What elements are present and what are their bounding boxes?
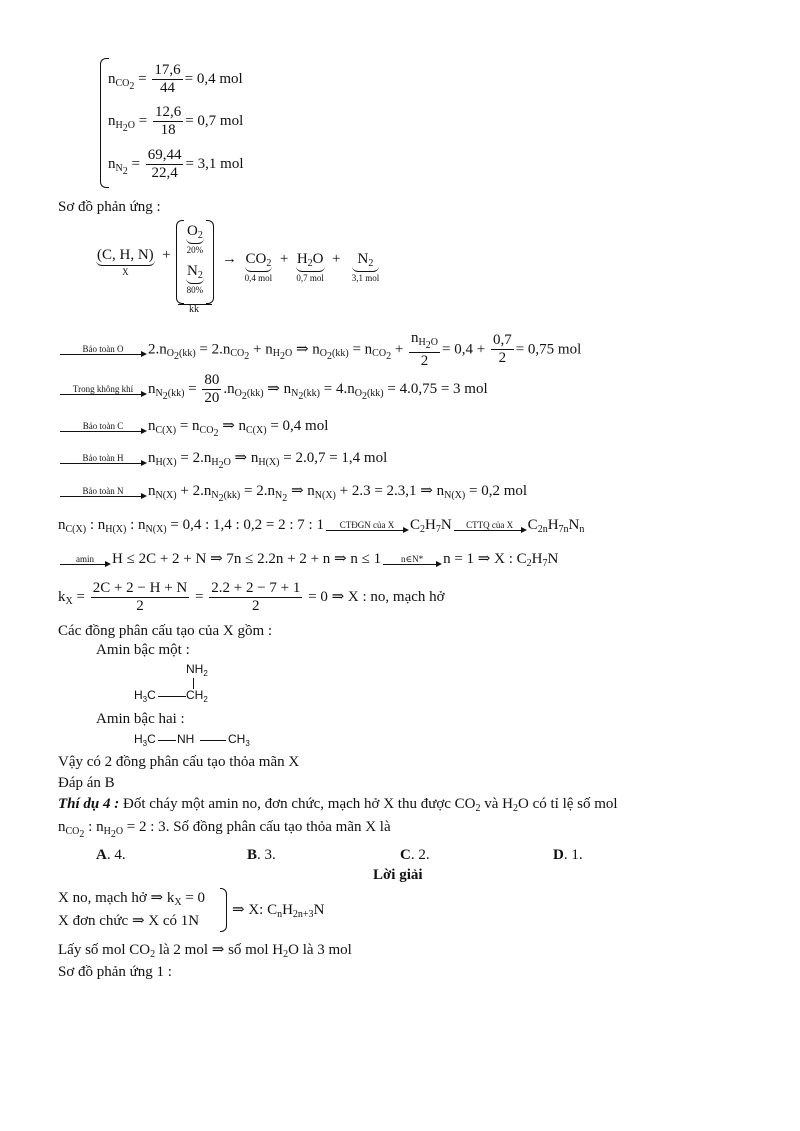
so-do-label: Sơ đồ phản ứng :: [58, 199, 161, 215]
n-n2-line: $n_{N_2}$ = $\frac{69,44}{22,4}$ = 3,1 mol: [108, 147, 244, 182]
option-b: B. 3.: [247, 847, 276, 863]
option-c: C. 2.: [400, 847, 430, 863]
sol-line3: Lấy số mol $CO_2$ là 2 mol ⇒ số mol $H_2O$ là 3 mol: [58, 942, 352, 960]
solution-title: Lời giải: [373, 867, 423, 883]
air-label: kk: [189, 304, 199, 315]
sol-result: ⇒ X: $C_nH_{2n+3}N$: [232, 902, 325, 920]
air-brace-left: [176, 220, 184, 304]
isomers-title: Các đồng phân cấu tạo của X gồm :: [58, 623, 273, 639]
struct2-bond2: [200, 740, 226, 741]
sol-line1: X no, mạch hở ⇒ $k_X = 0$: [58, 890, 206, 908]
tkk-line: Trong không khí $n_{N_2(kk)}$ = $\frac{80}{20}$ $.n_{O_2(kk)}$ ⇒ $n_{N_2(kk)} = 4.n_{O_2(kk)} = 4.0,75 = 3$ mol: [58, 372, 488, 408]
answer: Đáp án B: [58, 775, 115, 791]
option-d: D. 1.: [553, 847, 583, 863]
struct1-hbond: [158, 696, 186, 697]
option-a: A. 4.: [96, 847, 126, 863]
sol-brace: [220, 888, 227, 932]
n-h2o-line: $n_{H_2O}$ = $\frac{12,6}{18}$ = 0,7 mol: [108, 104, 244, 139]
struct2-nh: NH: [177, 732, 195, 746]
air-brace-right: [206, 220, 214, 304]
bt-h-line: Bảo toàn H $n_{H(X)} = 2.n_{H_2O}$ ⇒ $n_{H(X)} = 2.0,7 = 1,4$ mol: [58, 449, 387, 472]
ratio-line: $n_{C(X)}$ : $n_{H(X)}$ : $n_{N(X)} = 0,4$ : 1,4 : 0,2 = 2 : 7 : 1 CTĐGN của X $C_2H_7N$ CTTQ của X $C_{2n}H_{7n}N_n$: [58, 517, 585, 535]
bt-c-line: Bảo toàn C $n_{C(X)} = n_{CO_2}$ ⇒ $n_{C(X)} = 0,4$ mol: [58, 417, 328, 440]
amin-bac-hai: Amin bậc hai :: [96, 711, 185, 727]
struct1-nh2: $NH_2$: [186, 662, 208, 678]
bt-o-line: Bảo toàn O $2.n_{O_2(kk)} = 2.n_{CO_2} + n_{H_2O}$ ⇒ $n_{O_2(kk)} = n_{CO_2}$ + $\frac{n_{H_2O}}{2}$ = 0,4 + $\frac{0,7}{2}$ = 0,75 mol: [58, 330, 581, 370]
struct2-ch3: $CH_3$: [228, 732, 250, 748]
n-co2-line: $n_{CO_2}$ = $\frac{17,6}{44}$ = 0,4 mol: [108, 62, 243, 97]
struct2-h3c: $H_3C$: [134, 732, 156, 748]
example-question-2: $n_{CO_2}$ : $n_{H_2O} = 2$ : 3. Số đồng phân cấu tạo thỏa mãn X là: [58, 819, 391, 840]
struct2-bond1: [158, 740, 176, 741]
amin-bac-mot: Amin bậc một :: [96, 642, 190, 658]
kx-line: $k_X$ = $\frac{2C + 2 - H + N}{2}$ = $\frac{2.2 + 2 - 7 + 1}{2}$ = 0 ⇒ X : no, mạch hở: [58, 580, 445, 615]
sol-line2: X đơn chức ⇒ X có 1N: [58, 913, 200, 929]
products: → $CO_2$ 0,4 mol + $H_2O$ 0,7 mol + $N_2$ 3,1 mol: [222, 251, 380, 283]
air-n2: $N_2$ 80%: [186, 263, 204, 295]
conclusion: Vậy có 2 đồng phân cấu tạo thỏa mãn X: [58, 754, 300, 770]
example-question: Thí dụ 4 : Đốt cháy một amin no, đơn chức, mạch hở X thu được $CO_2$ và $H_2O$ có tỉ lệ số mol: [58, 796, 618, 814]
bt-n-line: Bảo toàn N $n_{N(X)} + 2.n_{N_2(kk)} = 2.n_{N_2}$ ⇒ $n_{N(X)} + 2.3 = 2.3,1$ ⇒ $n_{N(X)} = 0,2$ mol: [58, 482, 527, 505]
sol-line4: Sơ đồ phản ứng 1 :: [58, 964, 172, 980]
air-o2: $O_2$ 20%: [186, 223, 204, 255]
amin-line: amin H ≤ 2C + 2 + N ⇒ 7n ≤ 2.2n + 2 + n ⇒ n ≤ 1 n∈N* n = 1 ⇒ X : $C_2H_7N$: [58, 550, 558, 570]
struct1-ch2: $CH_2$: [186, 688, 208, 704]
struct1-h3c: $H_3C$: [134, 688, 156, 704]
reaction-scheme: (C, H, N) X +: [97, 247, 175, 277]
